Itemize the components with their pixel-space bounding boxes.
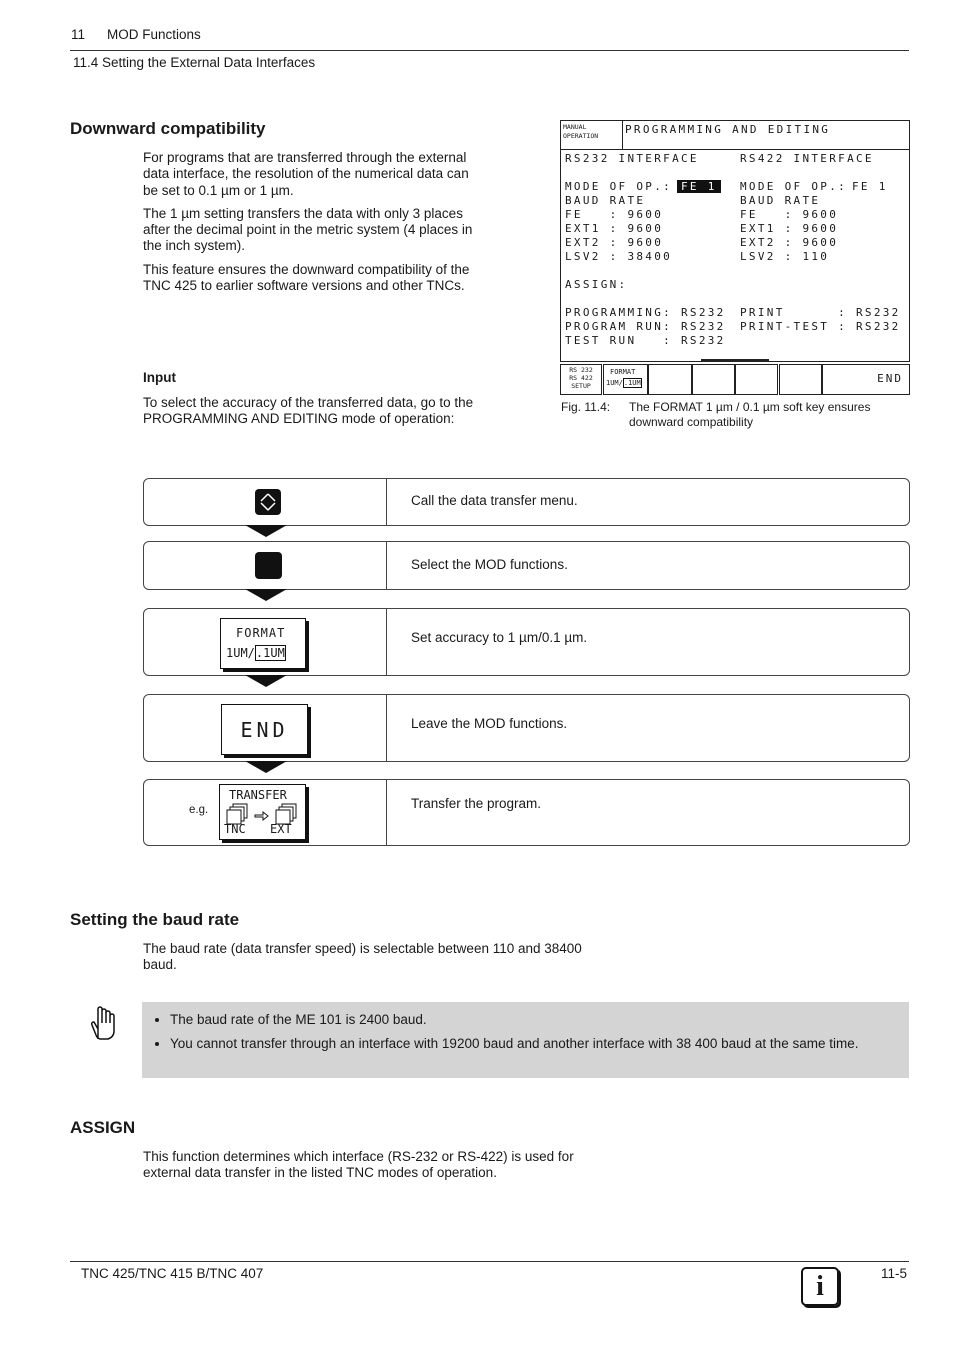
format-key-top: FORMAT — [236, 626, 286, 640]
baud-label-1: BAUD RATE — [565, 194, 646, 207]
header-rule — [70, 50, 909, 51]
note-item: • The baud rate of the ME 101 is 2400 baud. — [170, 1012, 889, 1028]
softkey-rs-setup[interactable] — [560, 364, 602, 395]
cursor-bar — [701, 359, 769, 361]
pointing-hand-icon — [90, 1003, 122, 1043]
format-softkey[interactable] — [220, 618, 306, 669]
step-text: Set accuracy to 1 µm/0.1 µm. — [411, 630, 588, 645]
step-text: Transfer the program. — [411, 796, 542, 811]
footer-rule — [70, 1261, 909, 1262]
divider — [386, 780, 387, 845]
arrow-down-icon — [245, 675, 287, 687]
softkey-blank[interactable] — [735, 364, 778, 395]
lsv2-line-2: LSV2 : 110 — [740, 250, 830, 263]
assign-text: This function determines which interface (RS-232 or RS-422) is used for external data transfer in the listed TNC modes of operation. — [143, 1149, 574, 1181]
softkey-end[interactable] — [822, 364, 910, 395]
print-test-line: PRINT-TEST : RS232 — [740, 320, 901, 333]
transfer-key-left: TNC — [224, 822, 246, 836]
fe-line-1: FE : 9600 — [565, 208, 664, 221]
figure-label: Fig. 11.4: — [561, 400, 611, 414]
example-prefix: e.g. — [189, 804, 209, 816]
end-key-label: END — [240, 718, 289, 742]
softkey-line: SETUP — [571, 382, 591, 390]
note-box — [142, 1002, 909, 1078]
tnc-screen — [560, 120, 910, 362]
heading-baud-rate: Setting the baud rate — [70, 910, 240, 929]
mode-value-2: FE 1 — [852, 180, 888, 193]
info-icon: i — [801, 1267, 839, 1306]
assign-label: ASSIGN: — [565, 278, 628, 291]
ext2-line-1: EXT2 : 9600 — [565, 236, 664, 249]
format-key-bottom: 1UM/ — [226, 646, 255, 660]
mod-key-icon[interactable] — [255, 552, 282, 579]
paragraph: For programs that are transferred through the external data interface, the resolution of the numerical data can be set to 0.1 µm or 1 µm. — [143, 150, 469, 198]
softkey-blank[interactable] — [779, 364, 822, 395]
program-run-line: PROGRAM RUN: RS232 — [565, 320, 726, 333]
mode-value-1: FE 1 — [677, 180, 721, 193]
step-text: Select the MOD functions. — [411, 557, 568, 572]
programming-line: PROGRAMMING: RS232 — [565, 306, 726, 319]
print-line: PRINT : RS232 — [740, 306, 901, 319]
step-call-data-transfer — [143, 478, 910, 526]
heading-downward-compatibility: Downward compatibility — [70, 119, 266, 138]
mode-small-line: OPERATION — [563, 132, 599, 140]
downward-text — [143, 150, 481, 301]
transfer-key-top: TRANSFER — [229, 788, 287, 802]
end-softkey[interactable] — [221, 704, 308, 755]
title-rule — [622, 149, 909, 150]
softkey-line: RS 422 — [569, 374, 593, 382]
format-key-bottom: .1UM — [255, 646, 285, 660]
divider — [386, 479, 387, 525]
ext1-line-1: EXT1 : 9600 — [565, 222, 664, 235]
heading-assign: ASSIGN — [70, 1118, 136, 1137]
softkey-line: .1UM — [623, 379, 641, 387]
footer-model: TNC 425/TNC 415 B/TNC 407 — [81, 1266, 264, 1281]
softkey-end-label: END — [877, 372, 903, 385]
divider — [386, 695, 387, 761]
footer-page-number: 11-5 — [881, 1266, 908, 1281]
mod-key-icon[interactable] — [255, 489, 281, 515]
step-text: Leave the MOD functions. — [411, 716, 568, 731]
ext2-line-2: EXT2 : 9600 — [740, 236, 839, 249]
transfer-softkey[interactable] — [219, 784, 306, 840]
softkey-line: FORMAT — [610, 368, 636, 376]
step-select-mod — [143, 541, 910, 590]
baud-label-2: BAUD RATE — [740, 194, 821, 207]
mode-title: PROGRAMMING AND EDITING — [625, 123, 831, 136]
arrow-down-icon — [245, 589, 287, 601]
test-run-line: TEST RUN : RS232 — [565, 334, 726, 347]
softkey-blank[interactable] — [648, 364, 692, 395]
step-set-accuracy — [143, 608, 910, 676]
input-heading: Input — [143, 370, 176, 385]
rs232-title: RS232 INTERFACE — [565, 152, 699, 165]
section-title: 11.4 Setting the External Data Interfaces — [73, 55, 316, 70]
step-leave-mod — [143, 694, 910, 762]
figure-caption: The FORMAT 1 µm / 0.1 µm soft key ensures downward compatibility — [629, 400, 871, 429]
input-text: To select the accuracy of the transferred data, go to the PROGRAMMING AND EDITING mode of operation: — [143, 395, 474, 427]
mode-label-1: MODE OF OP.: — [565, 180, 673, 193]
chapter-number: 11 — [71, 27, 86, 42]
transfer-key-right: EXT — [270, 822, 292, 836]
paragraph: The 1 µm setting transfers the data with only 3 places after the decimal point in the metric system (4 places in the inch system). — [143, 205, 473, 254]
mode-box — [561, 121, 623, 150]
softkey-blank[interactable] — [692, 364, 735, 395]
fe-line-2: FE : 9600 — [740, 208, 839, 221]
softkey-line: RS 232 — [569, 366, 593, 374]
baud-text: The baud rate (data transfer speed) is selectable between 110 and 38400 baud. — [143, 941, 582, 973]
mode-small-line: MANUAL — [563, 123, 587, 131]
softkey-format[interactable] — [603, 364, 648, 395]
step-transfer-program — [143, 779, 910, 846]
note-item: • You cannot transfer through an interface with 19200 baud and another interface with 38 400 baud at the same time. — [170, 1036, 889, 1052]
arrow-down-icon — [245, 761, 287, 773]
ext1-line-2: EXT1 : 9600 — [740, 222, 839, 235]
step-text: Call the data transfer menu. — [411, 493, 578, 508]
arrow-down-icon — [245, 525, 287, 537]
rs422-title: RS422 INTERFACE — [740, 152, 874, 165]
softkey-line: 1UM/ — [606, 379, 623, 387]
divider — [386, 542, 387, 589]
divider — [386, 609, 387, 675]
mode-label-2: MODE OF OP.: — [740, 180, 848, 193]
paragraph: This feature ensures the downward compatibility of the TNC 425 to earlier software versions and other TNCs. — [143, 261, 470, 294]
lsv2-line-1: LSV2 : 38400 — [565, 250, 673, 263]
chapter-title: MOD Functions — [107, 27, 201, 42]
